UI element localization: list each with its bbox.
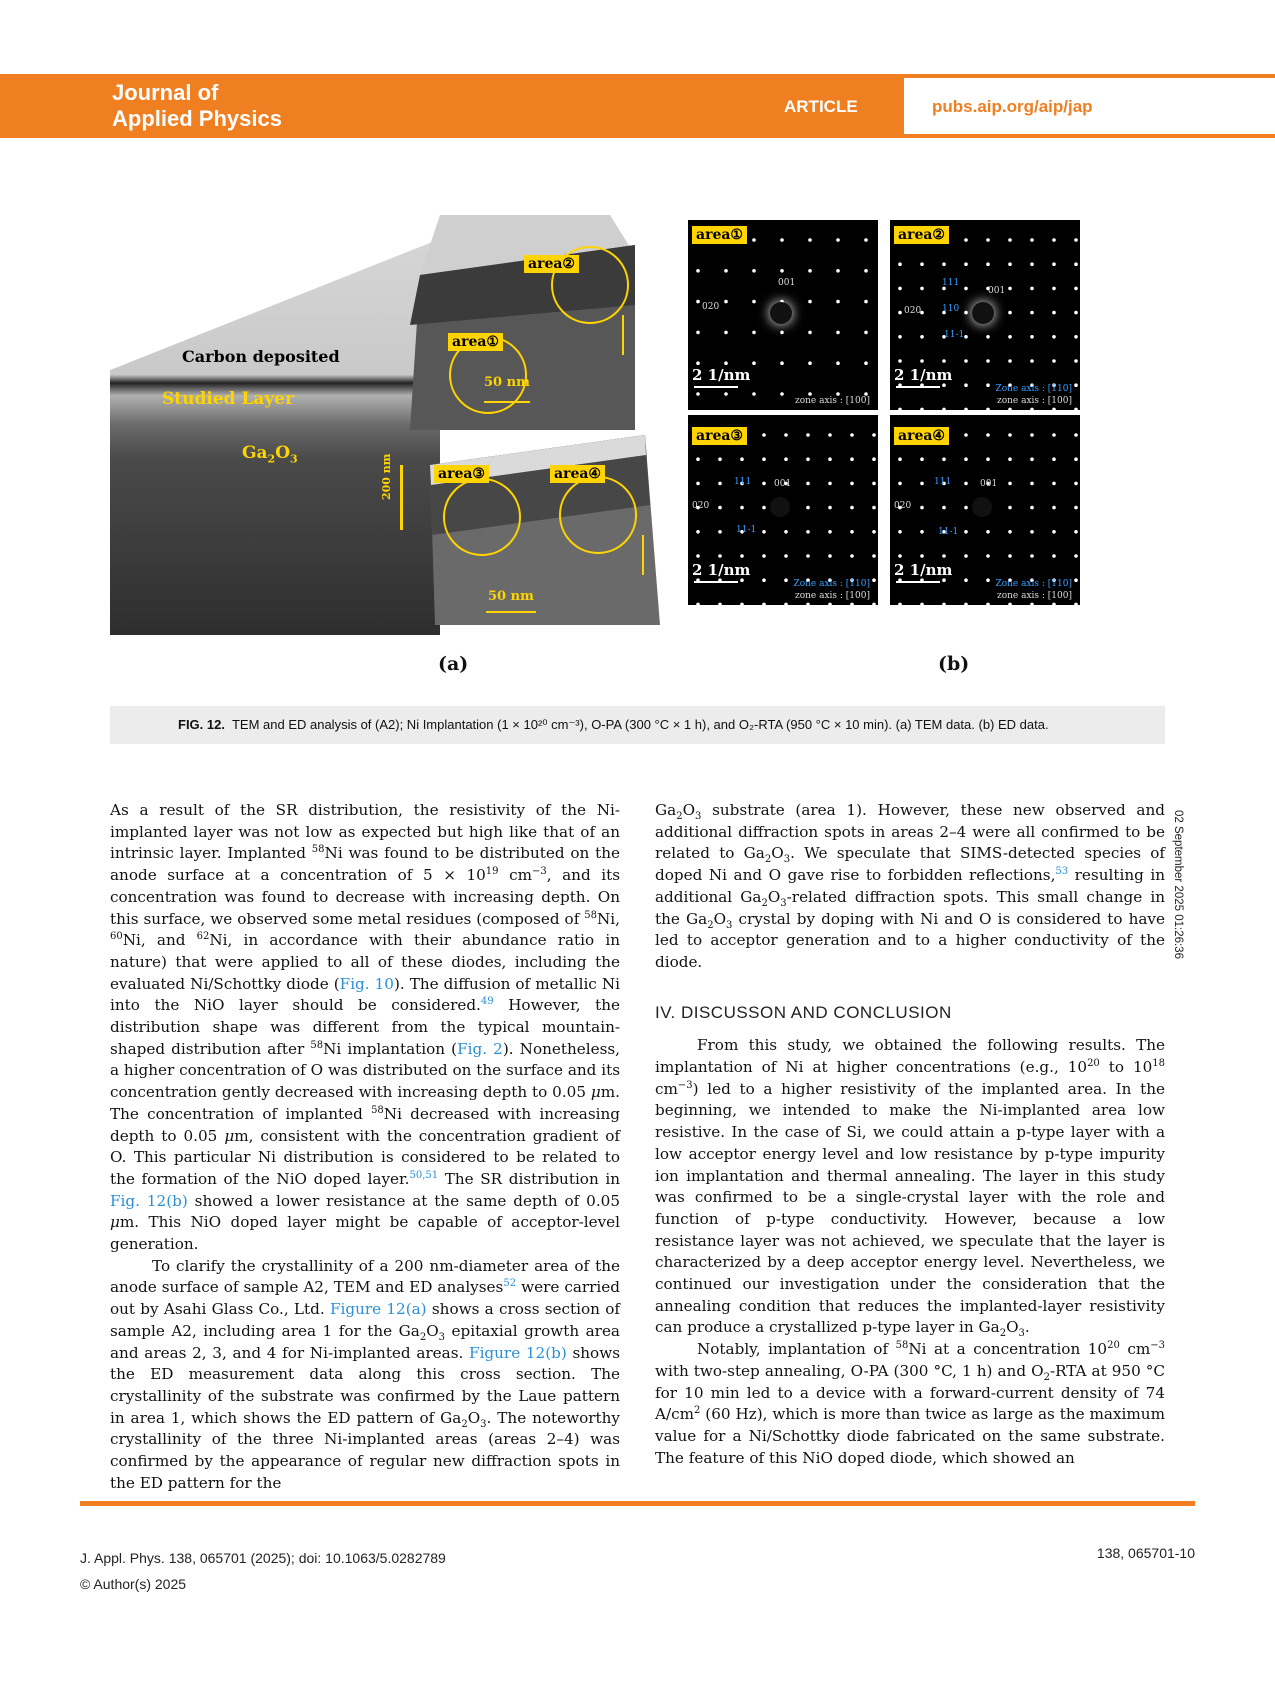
ed-spot — [920, 287, 924, 291]
ed-spot — [850, 530, 854, 534]
ed-spot — [920, 554, 924, 558]
ed-spot — [836, 361, 840, 365]
ed-spot — [724, 331, 728, 335]
ed-spot — [986, 530, 990, 534]
section-heading: IV. DISCUSSON AND CONCLUSION — [655, 1002, 952, 1022]
ed-spot — [740, 457, 744, 461]
area4-tag-tem: area④ — [550, 465, 605, 483]
ed-spot — [762, 506, 766, 510]
ed-index: 020 — [692, 501, 710, 511]
ed-index: 111 — [734, 477, 752, 487]
ed-spot — [964, 335, 968, 339]
paragraph: From this study, we obtained the following results. The implantation of Ni at higher concentrations (e.g., $10^{20}$ to $10^{18}$ $cm^{-3}$) led to a higher resistivity of the implanted area. In the beginning, we intended to make the Ni-implanted area low resistive. In the case of Si, we could attain a p-type layer with a low acceptor energy level and low resistance by p-type impurity ion implantation and thermal annealing. The layer in this study was confirmed to be a single-crystal layer with the role and function of p-type conductivity. However, because a low resistance layer was not achieved, we speculate that the layer is characterized by a deep acceptor energy level. Nevertheless, we continued our investigation under the consideration that the annealing condition that reduces the implanted-layer resistivity can produce a crystallized p-type layer in $Ga_2O_3$. — [655, 1036, 1165, 1340]
ed-spot — [1008, 457, 1012, 461]
ed-spot — [696, 392, 700, 396]
ed-spot — [1030, 311, 1034, 315]
ed-spot — [942, 262, 946, 266]
journal-url-link[interactable]: pubs.aip.org/aip/jap — [932, 97, 1093, 116]
ed-scalebar — [896, 581, 940, 583]
ed-spot — [806, 554, 810, 558]
ed-spot — [1074, 530, 1078, 534]
subfigure-a-label: (a) — [438, 653, 469, 675]
ed-spot — [1030, 433, 1034, 437]
area1-tag-tem: area① — [448, 333, 503, 351]
ed-spot — [1030, 506, 1034, 510]
tem-upper-scale-label: 50 nm — [484, 375, 530, 390]
ed-spot — [1052, 287, 1056, 291]
ed-spot — [964, 311, 968, 315]
ed-spot — [920, 335, 924, 339]
ed-spot — [964, 287, 968, 291]
ed-spot — [850, 433, 854, 437]
ed-spot — [696, 554, 700, 558]
ed-area3-tag: area③ — [692, 427, 747, 445]
ed-spot — [1074, 383, 1078, 387]
ed-spot — [964, 482, 968, 486]
area2-tag-tem: area② — [524, 255, 579, 273]
ed-spot — [986, 262, 990, 266]
ed-spot — [986, 603, 990, 605]
ed-spot — [1008, 530, 1012, 534]
ed-spot — [762, 482, 766, 486]
ed-spot — [780, 392, 784, 396]
ed-spot — [1074, 238, 1078, 242]
ed-index: 020 — [894, 501, 912, 511]
ed-spot — [1008, 554, 1012, 558]
ed-spot — [784, 578, 788, 582]
ed-scalebar — [694, 386, 738, 388]
ed-spot — [1030, 482, 1034, 486]
ed-panel-area3 — [688, 415, 878, 605]
ed-spot — [1008, 311, 1012, 315]
ed-spot — [898, 335, 902, 339]
ed-spot — [784, 433, 788, 437]
ed-spot — [920, 408, 924, 410]
ed-spot — [942, 603, 946, 605]
ed-area1-tag: area① — [692, 226, 747, 244]
ed-spot — [872, 433, 876, 437]
ed-scale-label: 2 1/nm — [894, 366, 953, 384]
ed-spot — [808, 331, 812, 335]
ed-spot — [806, 603, 810, 605]
ed-spot — [1052, 262, 1056, 266]
ed-spot — [920, 506, 924, 510]
ed-spot — [1052, 482, 1056, 486]
ed-index: 110 — [942, 304, 960, 314]
ed-spot — [1052, 554, 1056, 558]
ed-spot — [1052, 311, 1056, 315]
ed-spot — [780, 361, 784, 365]
ed-spot — [740, 603, 744, 605]
ed-spot — [1074, 287, 1078, 291]
ed-spot — [942, 554, 946, 558]
ed-index: 001 — [778, 278, 796, 288]
ed-spot — [1074, 554, 1078, 558]
ed-spot — [898, 311, 902, 315]
ed-spot — [920, 262, 924, 266]
figure12b-link[interactable]: Figure 12(b) — [469, 1343, 567, 1362]
ed-spot — [696, 269, 700, 273]
ed-scale-label: 2 1/nm — [894, 561, 953, 579]
tem-lower-svg — [410, 435, 660, 625]
ed-spot — [964, 383, 968, 387]
ed-spot — [752, 361, 756, 365]
ed-spot — [942, 359, 946, 363]
ed-spot — [986, 433, 990, 437]
ed-spot — [1030, 408, 1034, 410]
ed-index: 11-1 — [938, 527, 959, 537]
ed-spot — [964, 457, 968, 461]
ed-spot — [942, 506, 946, 510]
ed-spot — [864, 331, 868, 335]
ed-spot — [920, 482, 924, 486]
ed-spot — [718, 603, 722, 605]
fig10-link[interactable]: Fig. 10 — [339, 974, 394, 993]
ed-spot — [828, 457, 832, 461]
ed-spot — [1008, 287, 1012, 291]
ed-spot — [718, 554, 722, 558]
ed-index: 001 — [774, 479, 792, 489]
ed-spot — [718, 457, 722, 461]
ed-spot — [1052, 603, 1056, 605]
ed-spot — [762, 554, 766, 558]
ed-spot — [898, 554, 902, 558]
ed-index: 001 — [988, 286, 1006, 296]
ed-spot — [1074, 408, 1078, 410]
ed-spot — [828, 482, 832, 486]
ed-spot — [872, 530, 876, 534]
ref-50-51-link[interactable]: 50,51 — [409, 1169, 439, 1181]
ed-spot — [740, 554, 744, 558]
ed-spot — [1030, 359, 1034, 363]
ed-spot — [762, 530, 766, 534]
ed-spot — [1074, 578, 1078, 582]
ed-area4-tag: area④ — [894, 427, 949, 445]
ed-spot — [808, 361, 812, 365]
ed-spot — [920, 530, 924, 534]
ref-53-link[interactable]: 53 — [1055, 866, 1069, 878]
ed-spot — [872, 554, 876, 558]
ed-spot — [828, 554, 832, 558]
ed-spot — [806, 433, 810, 437]
ed-spot — [1008, 408, 1012, 410]
ed-spot — [806, 482, 810, 486]
ed-spot — [762, 578, 766, 582]
ed-spot — [828, 603, 832, 605]
ed-spot — [836, 300, 840, 304]
ed-spot — [1074, 457, 1078, 461]
footer-rule — [80, 1501, 1195, 1506]
ed-index: 11-1 — [944, 330, 965, 340]
ed-spot — [752, 392, 756, 396]
ed-spot — [850, 506, 854, 510]
ed-zone-axis: Zone axis : [110] zone axis : [100] — [995, 579, 1072, 601]
ed-spot — [898, 359, 902, 363]
ed-spot — [696, 361, 700, 365]
ed-spot — [696, 300, 700, 304]
tem-upper-svg — [410, 215, 635, 430]
ed-spot — [1052, 238, 1056, 242]
ed-spot — [1052, 457, 1056, 461]
ed-spot — [850, 482, 854, 486]
area3-tag-tem: area③ — [434, 465, 489, 483]
ed-spot — [1074, 482, 1078, 486]
ed-spot — [964, 433, 968, 437]
ed-spot — [806, 506, 810, 510]
ed-spot — [1052, 530, 1056, 534]
ed-spot — [1030, 603, 1034, 605]
ed-spot — [964, 578, 968, 582]
ed-spot — [872, 506, 876, 510]
ed-spot — [898, 603, 902, 605]
paragraph: $Ga_2O_3$ substrate (area 1). However, these new observed and additional diffraction spots in areas 2–4 were all confirmed to be related to $Ga_2O_3$. We speculate that SIMS-detected species of doped Ni and O gave rise to forbidden reflections,$^{53}$ resulting in additional $Ga_2O_3$-related diffraction spots. This small change in the $Ga_2O_3$ crystal by doping with Ni and O is considered to have led to acceptor generation and to a higher conductivity of the diode. — [655, 801, 1166, 971]
ed-spot — [724, 361, 728, 365]
ed-panel-area1 — [688, 220, 878, 410]
ed-spot — [872, 457, 876, 461]
ed-spot — [850, 603, 854, 605]
ed-spot — [898, 287, 902, 291]
ed-spot — [1074, 311, 1078, 315]
ed-spot — [828, 433, 832, 437]
ed-spot — [780, 331, 784, 335]
ed-spot — [872, 482, 876, 486]
ed-spot — [724, 392, 728, 396]
ed-spot — [718, 482, 722, 486]
ed-spot — [1074, 335, 1078, 339]
ed-spot — [898, 530, 902, 534]
ed-spot — [836, 238, 840, 242]
ed-spot — [1008, 482, 1012, 486]
tem-main-svg — [110, 215, 440, 635]
ed-spot — [762, 603, 766, 605]
ed-spot — [808, 238, 812, 242]
journal-title: Journal of Applied Physics — [112, 80, 282, 131]
ed-spot — [850, 457, 854, 461]
ed-beam-stop — [770, 497, 790, 517]
studied-layer-label: Studied Layer — [162, 389, 295, 409]
ed-panel-area4 — [890, 415, 1080, 605]
article-label: ARTICLE — [784, 97, 858, 116]
ed-spot — [898, 408, 902, 410]
citation-text: J. Appl. Phys. 138, 065701 (2025); doi: 10.1063/5.0282789 — [80, 1550, 446, 1566]
ed-spot — [718, 506, 722, 510]
ed-spot — [1008, 335, 1012, 339]
ed-spot — [1030, 238, 1034, 242]
ed-spot — [864, 361, 868, 365]
ed-spot — [1052, 359, 1056, 363]
fig2-link[interactable]: Fig. 2 — [457, 1039, 503, 1058]
ed-spot — [784, 457, 788, 461]
ed-spot — [780, 269, 784, 273]
ed-spot — [1030, 335, 1034, 339]
body-column-left — [110, 800, 620, 1495]
ed-zone-axis: Zone axis : [110] zone axis : [100] — [995, 384, 1072, 406]
ed-spot — [1074, 506, 1078, 510]
ed-spot — [1008, 262, 1012, 266]
ed-spot — [752, 238, 756, 242]
ed-spot — [1008, 433, 1012, 437]
ed-spot — [986, 578, 990, 582]
ed-spot — [724, 269, 728, 273]
tem-lower-scale-label: 50 nm — [488, 589, 534, 604]
ed-spot — [1074, 262, 1078, 266]
ed-spot — [836, 269, 840, 273]
caption-label: FIG. 12. — [178, 717, 225, 732]
ed-spot — [752, 300, 756, 304]
fig12b-link[interactable]: Fig. 12(b) — [110, 1191, 188, 1210]
ed-spot — [942, 408, 946, 410]
ed-spot — [828, 530, 832, 534]
ed-spot — [836, 331, 840, 335]
ed-index: 020 — [702, 302, 720, 312]
ed-scalebar — [694, 581, 738, 583]
ed-spot — [784, 603, 788, 605]
ed-spot — [1074, 433, 1078, 437]
ed-spot — [920, 457, 924, 461]
ed-spot — [986, 383, 990, 387]
ed-zone-axis: zone axis : [100] — [794, 396, 870, 406]
ed-scale-label: 2 1/nm — [692, 366, 751, 384]
figure12a-link[interactable]: Figure 12(a) — [329, 1300, 427, 1319]
ed-spot — [964, 359, 968, 363]
ed-spot — [872, 578, 876, 582]
ed-spot — [920, 603, 924, 605]
ed-spot — [986, 335, 990, 339]
paragraph: To clarify the crystallinity of a 200 nm-diameter area of the anode surface of sample A2, TEM and ED analyses$^{52}$ were carried out by Asahi Glass Co., Ltd. Figure 12(a) shows a cross section of sample A2, including area 1 for the $Ga_2O_3$ epitaxial growth area and areas 2, 3, and 4 for Ni-implanted areas. Figure 12(b) shows the ED measurement data along this cross section. The crystallinity of the substrate was confirmed by the Laue pattern in area 1, which shows the ED pattern of $Ga_2O_3$. The noteworthy crystallinity of the three Ni-implanted areas (areas 2–4) was confirmed by the appearance of regular new diffraction spots in the ED pattern for the — [110, 1256, 620, 1492]
ed-spot — [696, 603, 700, 605]
ed-spot — [864, 300, 868, 304]
ed-spot — [696, 482, 700, 486]
ed-index: 111 — [942, 278, 960, 288]
ed-area2-tag: area② — [894, 226, 949, 244]
tem-upper-image — [410, 215, 635, 430]
ed-spot — [986, 554, 990, 558]
ed-spot — [808, 269, 812, 273]
ed-panel-area2 — [890, 220, 1080, 410]
ed-spot — [964, 530, 968, 534]
ed-spot — [1074, 603, 1078, 605]
ed-spot — [1030, 457, 1034, 461]
ed-spot — [1030, 554, 1034, 558]
ed-spot — [1074, 359, 1078, 363]
ed-spot — [898, 262, 902, 266]
ed-beam-stop — [972, 497, 992, 517]
ed-spot — [850, 554, 854, 558]
ed-spot — [696, 457, 700, 461]
ed-scale-label: 2 1/nm — [692, 561, 751, 579]
ed-spot — [1052, 408, 1056, 410]
ref-49-link[interactable]: 49 — [480, 996, 494, 1008]
ed-spot — [864, 238, 868, 242]
figure-12 — [110, 215, 1165, 685]
paragraph: Notably, implantation of $^{58}$Ni at a concentration $10^{20}$ $cm^{-3}$ with two-step annealing, O-PA (300 °C, 1 h) and $O_2$-RTA at 950 °C for 10 min led to a device with a forward-current density of 74 $A/cm^2$ (60 Hz), which is more than twice as large as the maximum value for a Ni/Schottky diode fabricated on the same substrate. The feature of this NiO doped diode, which showed an — [655, 1340, 1165, 1467]
ed-index: 11-1 — [736, 525, 757, 535]
figure-caption — [110, 706, 1165, 744]
ed-spot — [1008, 506, 1012, 510]
ed-spot — [986, 408, 990, 410]
substrate-label: $Ga_2O_3$ — [242, 443, 298, 466]
ed-spot — [986, 457, 990, 461]
ed-spot — [806, 457, 810, 461]
copyright-text: © Author(s) 2025 — [80, 1576, 187, 1592]
page-number: 138, 065701-10 — [1096, 1545, 1195, 1561]
ed-spot — [762, 457, 766, 461]
ed-spot — [898, 482, 902, 486]
body-column-right — [655, 800, 1165, 1469]
ed-index: 111 — [934, 477, 952, 487]
ed-spot — [828, 506, 832, 510]
ed-spot — [1052, 433, 1056, 437]
ed-spot — [1008, 603, 1012, 605]
ed-beam-stop — [972, 302, 994, 324]
ed-spot — [898, 457, 902, 461]
ed-spot — [920, 359, 924, 363]
paragraph: As a result of the SR distribution, the resistivity of the Ni-implanted layer was not low as expected but high like that of an intrinsic layer. Implanted $^{58}$Ni was found to be distributed on the anode surface at a concentration of $5 \times 10^{19}$ $cm^{-3}$, and its concentration was found to decrease with increasing depth. On this surface, we observed some metal residues (composed of $^{58}$Ni, $^{60}$Ni, and $^{62}$Ni, in accordance with their abundance ratio in nature) that were applied to all of these diodes, including the evaluated Ni/Schottky diode (Fig. 10). The diffusion of metallic Ni into the NiO layer should be considered.$^{49}$ However, the distribution shape was different from the typical mountain-shaped distribution after $^{58}$Ni implantation (Fig. 2). Nonetheless, a higher concentration of O was distributed on the surface and its concentration gently decreased with increasing depth to 0.05 μm. The concentration of implanted $^{58}$Ni decreased with increasing depth to 0.05 μm, consistent with the concentration gradient of O. This particular Ni distribution is considered to be related to the formation of the NiO doped layer.$^{50,51}$ The SR distribution in Fig. 12(b) showed a lower resistance at the same depth of 0.05 μm. This NiO doped layer might be capable of acceptor-level generation. — [110, 801, 621, 1254]
tem-main-image — [110, 215, 440, 635]
ed-spot — [806, 530, 810, 534]
ed-spot — [696, 530, 700, 534]
ed-spot — [964, 262, 968, 266]
ed-spot — [1052, 506, 1056, 510]
ed-spot — [964, 506, 968, 510]
tem-main-scale-label: 200 nm — [380, 453, 393, 500]
ref-52-link[interactable]: 52 — [503, 1278, 517, 1290]
carbon-deposited-label: Carbon deposited — [182, 347, 340, 366]
ed-spot — [986, 359, 990, 363]
ed-spot — [1052, 335, 1056, 339]
ed-spot — [784, 554, 788, 558]
tem-main-scalebar — [400, 465, 403, 530]
ed-index: 001 — [980, 479, 998, 489]
ed-spot — [1008, 359, 1012, 363]
ed-spot — [964, 554, 968, 558]
ed-spot — [1030, 287, 1034, 291]
ed-spot — [1030, 530, 1034, 534]
ed-spot — [780, 238, 784, 242]
ed-scalebar — [896, 386, 940, 388]
ed-spot — [724, 300, 728, 304]
ed-spot — [864, 269, 868, 273]
ed-spot — [784, 530, 788, 534]
ed-spot — [942, 457, 946, 461]
ed-spot — [752, 269, 756, 273]
ed-spot — [872, 603, 876, 605]
ed-spot — [964, 603, 968, 605]
ed-spot — [986, 238, 990, 242]
ed-spot — [964, 408, 968, 410]
ed-spot — [1008, 238, 1012, 242]
footer-citation — [80, 1545, 446, 1597]
tem-lower-image — [410, 435, 660, 625]
ed-index: 020 — [904, 306, 922, 316]
ed-spot — [752, 331, 756, 335]
caption-text: TEM and ED analysis of (A2); Ni Implantation (1 × 10²⁰ cm⁻³), O-PA (300 °C × 1 h), and O₂-RTA (950 °C × 10 min). (a) TEM data. (b) ED data. — [231, 717, 1049, 732]
ed-spot — [696, 331, 700, 335]
ed-beam-stop — [770, 302, 792, 324]
ed-spot — [1030, 262, 1034, 266]
download-timestamp: 02 September 2025 01:26:36 — [1172, 810, 1184, 959]
ed-zone-axis: Zone axis : [110] zone axis : [100] — [793, 579, 870, 601]
ed-spot — [762, 433, 766, 437]
ed-spot — [964, 238, 968, 242]
ed-spot — [718, 530, 722, 534]
ed-spot — [740, 506, 744, 510]
subfigure-b-label: (b) — [938, 653, 970, 675]
ed-spot — [808, 300, 812, 304]
